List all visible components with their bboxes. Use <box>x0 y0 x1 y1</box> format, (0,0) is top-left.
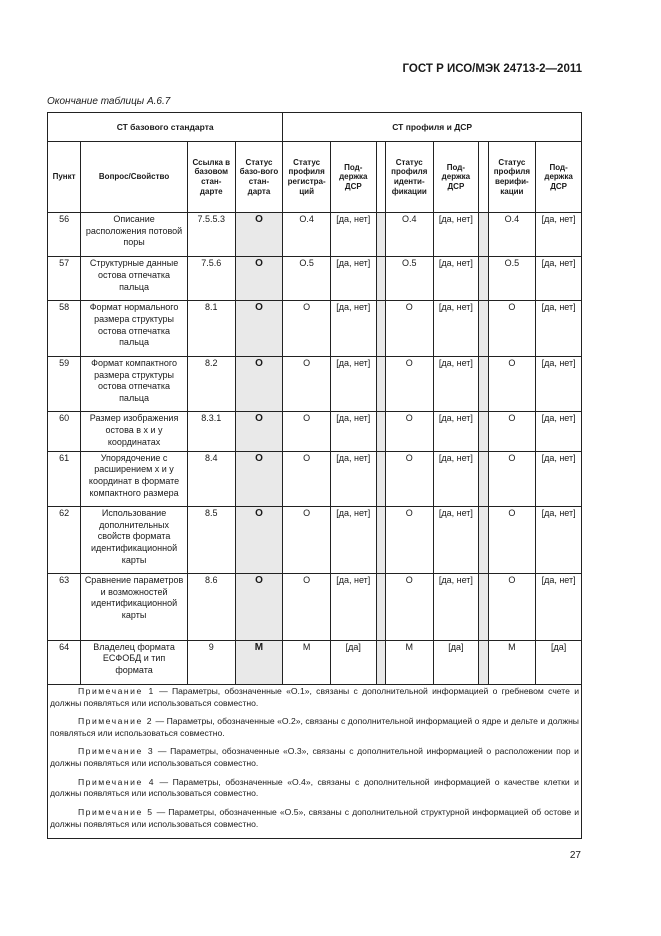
identification-status-column-header: Статус профиля иденти-фикации <box>385 142 433 213</box>
column-gap <box>479 640 488 684</box>
identification-status-cell-text: M <box>405 641 413 652</box>
question-cell-text: Использование дополнительных свойств формата идентификационной карты <box>90 508 178 565</box>
verification-status-cell <box>488 573 536 640</box>
item-cell <box>48 213 81 257</box>
registration-support-cell-text: [да] <box>345 641 361 652</box>
identification-support-cell-text: [да, нет] <box>438 574 473 585</box>
identification-status-cell <box>385 213 433 257</box>
table-row <box>48 573 582 640</box>
column-gap <box>376 451 385 507</box>
registration-status-cell <box>283 356 331 412</box>
verification-status-cell-text: O <box>508 452 516 463</box>
registration-support-cell-text: [да, нет] <box>336 302 371 313</box>
reference-cell-text: 9 <box>208 641 214 652</box>
identification-status-cell-text: O.5 <box>402 258 417 269</box>
question-cell <box>81 301 188 357</box>
identification-status-cell-text: O <box>405 452 413 463</box>
identification-support-cell <box>433 356 479 412</box>
note-paragraph <box>50 807 579 831</box>
identification-status-cell <box>385 356 433 412</box>
question-cell-text: Структурные данные остова отпечатка пальца <box>89 258 179 292</box>
verification-support-cell-text: [да, нет] <box>541 214 576 224</box>
note-text: — Параметры, обозначенные «O.5», связаны с дополнительной структурной информацией об остове и должны появляться или использоваться совместно. <box>50 806 579 829</box>
identification-support-cell-text: [да, нет] <box>438 413 473 424</box>
question-cell <box>81 356 188 412</box>
question-cell-text: Формат нормального размера структуры остова отпечатка пальца <box>89 302 179 348</box>
column-gap <box>479 301 488 357</box>
column-gap <box>479 573 488 640</box>
identification-status-cell <box>385 573 433 640</box>
verification-support-cell-text: [да] <box>550 641 567 652</box>
conformance-table <box>47 112 582 839</box>
item-cell <box>48 356 81 412</box>
identification-status-cell-text: O <box>405 302 413 313</box>
note-text: — Параметры, обозначенные «O.3», связаны с дополнительной информацией о расположении пор и должны появляться или использоваться совместно. <box>50 746 579 769</box>
verification-support-cell-text: [да, нет] <box>541 357 576 368</box>
verification-support-cell-text: [да, нет] <box>541 302 576 313</box>
table-row <box>48 451 582 507</box>
registration-support-cell <box>330 301 376 357</box>
registration-support-cell <box>330 640 376 684</box>
item-column-header: Пункт <box>48 142 81 213</box>
registration-status-cell <box>283 213 331 257</box>
verification-support-cell-text: [да, нет] <box>541 508 576 518</box>
registration-status-cell-text: M <box>302 641 311 652</box>
registration-status-cell-text: O <box>303 302 311 313</box>
column-gap <box>479 412 488 451</box>
base-standard-group-header: СТ базового стандарта <box>48 113 283 142</box>
registration-support-cell <box>330 507 376 574</box>
reference-cell <box>187 213 235 257</box>
verification-status-cell <box>488 301 536 357</box>
verification-status-column-header: Статус профиля верифи-кации <box>488 142 536 213</box>
base-status-cell-text: O <box>255 413 263 425</box>
registration-status-cell <box>283 507 331 574</box>
base-status-cell <box>235 356 283 412</box>
column-gap <box>376 301 385 357</box>
table-row <box>48 412 582 451</box>
note-label: Примечание 1 <box>78 685 155 696</box>
identification-status-cell-text: O <box>405 574 413 585</box>
verification-status-cell-text: O.4 <box>504 214 520 224</box>
verification-status-cell <box>488 213 536 257</box>
reference-cell <box>187 507 235 574</box>
profile-group-header: СТ профиля и ДСР <box>283 113 582 142</box>
base-status-cell <box>235 573 283 640</box>
identification-support-cell <box>433 213 479 257</box>
reference-cell <box>187 451 235 507</box>
verification-status-cell <box>488 507 536 574</box>
identification-support-cell-text: [да, нет] <box>438 357 473 368</box>
question-cell <box>81 412 188 451</box>
table-row <box>48 213 582 257</box>
reference-cell <box>187 573 235 640</box>
column-gap <box>376 213 385 257</box>
item-cell <box>48 412 81 451</box>
verification-status-cell-text: O <box>508 508 516 518</box>
column-gap <box>376 412 385 451</box>
note-paragraph <box>50 746 579 770</box>
registration-status-cell-text: O <box>303 508 311 518</box>
registration-support-cell-text: [да, нет] <box>336 508 371 518</box>
note-text: — Параметры, обозначенные «O.4», связаны с дополнительной информацией о качестве клетки и должны появляться или использоваться совместно. <box>50 776 579 799</box>
base-status-cell-text: O <box>255 357 263 369</box>
registration-status-cell <box>283 412 331 451</box>
table-caption: Окончание таблицы А.6.7 <box>47 96 171 107</box>
note-label: Примечание 3 <box>78 746 155 757</box>
identification-status-cell <box>385 257 433 301</box>
registration-support-cell-text: [да, нет] <box>336 413 371 424</box>
identification-support-cell-text: [да, нет] <box>438 302 473 313</box>
registration-status-cell-text: O <box>303 452 311 463</box>
identification-status-cell <box>385 301 433 357</box>
verification-status-cell <box>488 451 536 507</box>
note-label: Примечание 2 <box>78 716 154 727</box>
verification-support-cell <box>536 573 582 640</box>
identification-support-cell <box>433 451 479 507</box>
registration-support-cell <box>330 412 376 451</box>
identification-status-cell <box>385 640 433 684</box>
item-cell-text: 56 <box>59 214 70 224</box>
document-code: ГОСТ Р ИСО/МЭК 24713-2—2011 <box>402 63 582 75</box>
registration-support-cell-text: [да, нет] <box>336 357 371 368</box>
reference-cell <box>187 412 235 451</box>
base-status-cell <box>235 257 283 301</box>
verification-status-cell-text: O <box>508 413 516 424</box>
registration-support-cell <box>330 213 376 257</box>
reference-cell-text: 7.5.5.3 <box>197 214 226 224</box>
item-cell <box>48 573 81 640</box>
verification-support-cell <box>536 507 582 574</box>
item-cell-text: 59 <box>59 357 70 368</box>
registration-status-cell-text: O.4 <box>299 214 314 224</box>
base-status-cell-text: O <box>255 452 263 464</box>
item-cell-text: 58 <box>59 302 70 313</box>
reference-cell-text: 7.5.6 <box>201 258 222 269</box>
note-text: — Параметры, обозначенные «O.2», связаны с дополнительной информацией о ядре и дельте и должны появляться или использоваться совместно. <box>50 716 579 738</box>
table-row <box>48 507 582 574</box>
base-status-cell-text: O <box>255 258 263 270</box>
identification-status-cell-text: O <box>405 357 413 368</box>
reference-cell-text: 8.3.1 <box>201 413 222 424</box>
question-cell <box>81 213 188 257</box>
verification-support-cell-text: [да, нет] <box>541 258 576 269</box>
verification-status-cell-text: O <box>508 357 516 368</box>
column-gap <box>376 257 385 301</box>
question-cell <box>81 257 188 301</box>
table-row <box>48 301 582 357</box>
verification-status-cell <box>488 356 536 412</box>
item-cell <box>48 451 81 507</box>
question-cell-text: Владелец формата ЕСФОБД и тип формата <box>93 641 175 675</box>
verification-status-cell-text: O <box>508 574 516 585</box>
registration-status-cell-text: O.5 <box>299 258 314 269</box>
identification-status-cell-text: O.4 <box>402 214 417 224</box>
verification-support-column-header: Под-держка ДСР <box>536 142 582 213</box>
verification-status-cell-text: O.5 <box>504 258 520 269</box>
identification-support-cell-text: [да, нет] <box>438 508 473 518</box>
registration-status-cell <box>283 451 331 507</box>
item-cell-text: 64 <box>59 641 70 652</box>
table-row <box>48 257 582 301</box>
question-cell <box>81 640 188 684</box>
registration-support-cell-text: [да, нет] <box>336 258 371 269</box>
base-status-column-header: Статус базо-вого стан-дарта <box>235 142 283 213</box>
registration-status-cell-text: O <box>303 413 311 424</box>
verification-support-cell-text: [да, нет] <box>541 574 576 585</box>
item-cell <box>48 257 81 301</box>
verification-status-cell <box>488 640 536 684</box>
registration-support-cell <box>330 451 376 507</box>
question-column-header: Вопрос/Свойство <box>81 142 188 213</box>
identification-status-cell <box>385 507 433 574</box>
base-status-cell <box>235 507 283 574</box>
reference-cell <box>187 257 235 301</box>
base-status-cell-text: O <box>255 574 263 586</box>
item-cell-text: 63 <box>59 574 70 585</box>
identification-support-cell-text: [да] <box>448 641 464 652</box>
reference-cell-text: 8.5 <box>205 508 218 518</box>
verification-support-cell <box>536 451 582 507</box>
question-cell <box>81 573 188 640</box>
identification-support-cell <box>433 640 479 684</box>
verification-support-cell <box>536 412 582 451</box>
registration-support-cell <box>330 356 376 412</box>
base-status-cell <box>235 412 283 451</box>
verification-status-cell <box>488 412 536 451</box>
reference-cell-text: 8.2 <box>205 357 218 368</box>
reference-cell-text: 8.6 <box>205 574 218 585</box>
identification-status-cell-text: O <box>405 508 413 518</box>
item-cell <box>48 640 81 684</box>
item-cell-text: 61 <box>59 452 70 463</box>
question-cell-text: Формат компактного размера структуры остова отпечатка пальца <box>91 357 177 403</box>
registration-support-cell <box>330 573 376 640</box>
registration-support-cell <box>330 257 376 301</box>
column-gap <box>479 507 488 574</box>
column-gap <box>479 451 488 507</box>
identification-status-cell <box>385 412 433 451</box>
reference-cell <box>187 301 235 357</box>
verification-status-cell-text: M <box>508 641 516 652</box>
verification-support-cell-text: [да, нет] <box>541 413 576 424</box>
registration-support-cell-text: [да, нет] <box>336 574 371 585</box>
registration-status-cell <box>283 640 331 684</box>
question-cell-text: Описание расположения потовой поры <box>85 214 183 248</box>
identification-support-cell <box>433 257 479 301</box>
table-row <box>48 640 582 684</box>
registration-status-cell <box>283 573 331 640</box>
notes-cell <box>48 684 582 838</box>
registration-status-cell <box>283 257 331 301</box>
column-gap <box>376 356 385 412</box>
note-label: Примечание 4 <box>78 776 156 787</box>
reference-cell-text: 8.4 <box>205 452 218 463</box>
column-gap <box>479 213 488 257</box>
column-gap <box>479 257 488 301</box>
base-status-cell-text: M <box>254 641 264 653</box>
question-cell <box>81 507 188 574</box>
reference-column-header: Ссылка в базовом стан-дарте <box>187 142 235 213</box>
reference-cell <box>187 356 235 412</box>
verification-support-cell <box>536 213 582 257</box>
identification-support-column-header: Под-держка ДСР <box>433 142 479 213</box>
question-cell <box>81 451 188 507</box>
registration-status-cell <box>283 301 331 357</box>
registration-status-cell-text: O <box>303 574 311 585</box>
verification-support-cell <box>536 640 582 684</box>
base-status-cell-text: O <box>255 302 263 314</box>
item-cell-text: 60 <box>59 413 70 424</box>
verification-support-cell <box>536 301 582 357</box>
note-paragraph <box>50 777 579 801</box>
registration-support-column-header: Под-держка ДСР <box>330 142 376 213</box>
base-status-cell <box>235 451 283 507</box>
verification-support-cell <box>536 257 582 301</box>
identification-support-cell <box>433 573 479 640</box>
page-number: 27 <box>569 850 581 861</box>
identification-status-cell-text: O <box>405 413 413 424</box>
identification-status-cell <box>385 451 433 507</box>
base-status-cell <box>235 301 283 357</box>
column-gap <box>376 573 385 640</box>
item-cell-text: 62 <box>59 508 70 518</box>
registration-status-column-header: Статус профиля регистра-ций <box>283 142 331 213</box>
column-gap <box>479 142 488 213</box>
base-status-cell-text: O <box>255 214 263 225</box>
base-status-cell <box>235 213 283 257</box>
note-paragraph <box>50 716 579 740</box>
column-gap <box>479 356 488 412</box>
registration-support-cell-text: [да, нет] <box>336 452 371 463</box>
base-status-cell-text: O <box>255 508 263 519</box>
identification-support-cell <box>433 301 479 357</box>
verification-status-cell <box>488 257 536 301</box>
column-gap <box>376 640 385 684</box>
base-status-cell <box>235 640 283 684</box>
identification-support-cell <box>433 412 479 451</box>
note-label: Примечание 5 <box>78 806 154 817</box>
identification-support-cell-text: [да, нет] <box>438 258 473 269</box>
item-cell-text: 57 <box>59 258 70 269</box>
item-cell <box>48 507 81 574</box>
question-cell-text: Упорядочение с расширением x и y координат в формате компактного размера <box>88 452 180 498</box>
verification-support-cell-text: [да, нет] <box>541 452 576 463</box>
reference-cell <box>187 640 235 684</box>
verification-status-cell-text: O <box>508 302 516 313</box>
registration-status-cell-text: O <box>303 357 311 368</box>
question-cell-text: Сравнение параметров и возможностей идентификационной карты <box>84 574 184 620</box>
reference-cell-text: 8.1 <box>205 302 218 313</box>
table-row <box>48 356 582 412</box>
verification-support-cell <box>536 356 582 412</box>
identification-support-cell-text: [да, нет] <box>438 214 473 224</box>
identification-support-cell-text: [да, нет] <box>438 452 473 463</box>
note-text: — Параметры, обозначенные «O.1», связаны с дополнительной информацией о гребневом счете и должны появляться или использоваться совместно. <box>50 685 579 708</box>
item-cell <box>48 301 81 357</box>
identification-support-cell <box>433 507 479 574</box>
column-gap <box>376 142 385 213</box>
note-paragraph <box>50 686 579 710</box>
registration-support-cell-text: [да, нет] <box>336 214 371 224</box>
question-cell-text: Размер изображения остова в x и y координатах <box>89 413 179 447</box>
column-gap <box>376 507 385 574</box>
